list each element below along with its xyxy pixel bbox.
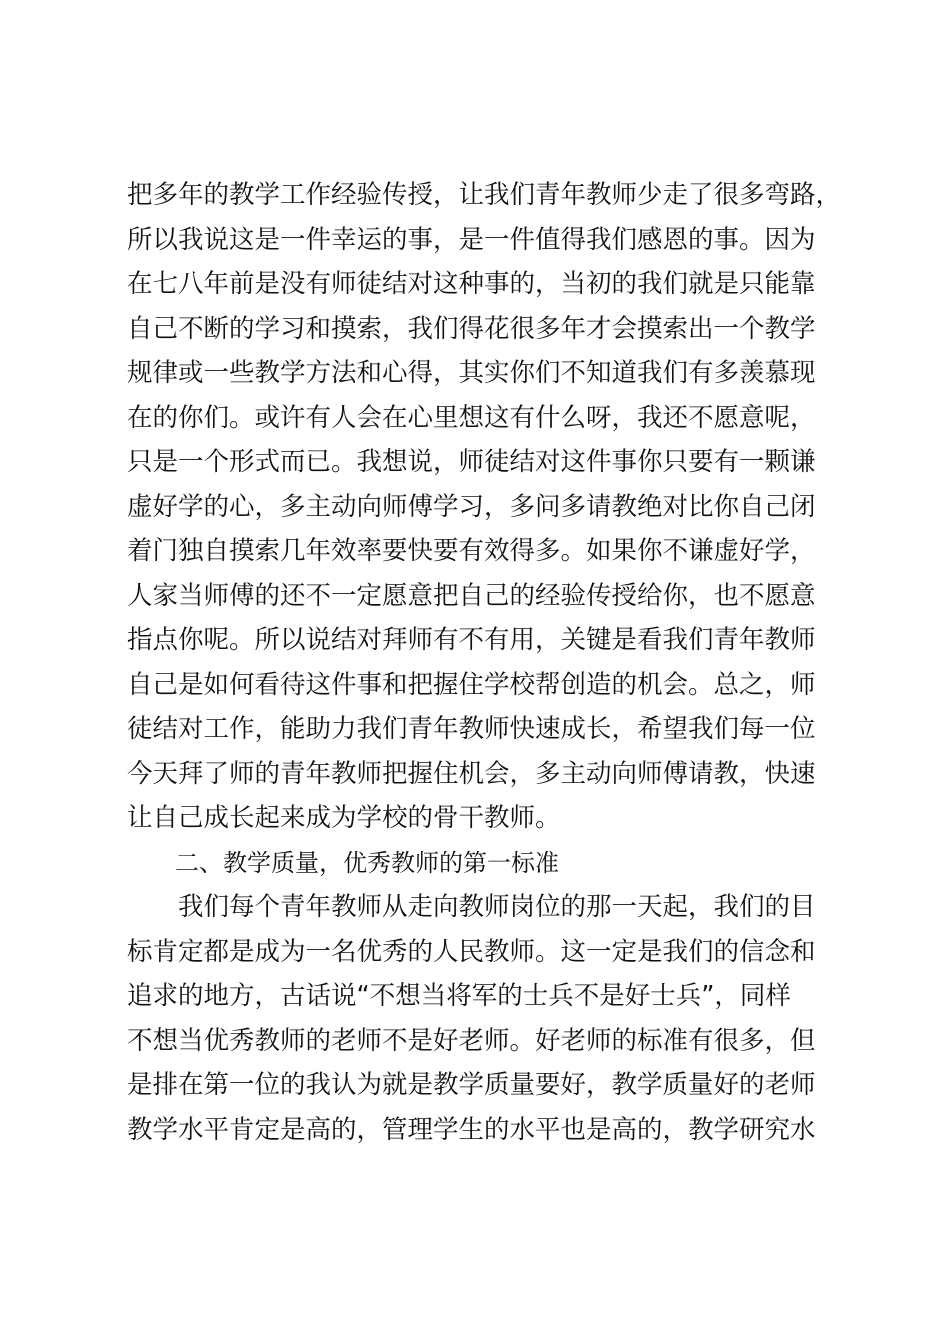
text-line: 着门独自摸索几年效率要快要有效得多。如果你不谦虚好学，	[127, 536, 816, 566]
section-heading: 二、教学质量，优秀教师的第一标准	[127, 848, 559, 877]
text-line: 只是一个形式而已。我想说，师徒结对这件事你只要有一颗谦	[127, 447, 816, 477]
text-line: 徒结对工作，能助力我们青年教师快速成长，希望我们每一位	[127, 714, 816, 744]
text-line: 让自己成长起来成为学校的骨干教师。	[127, 803, 561, 833]
text-line: 自己不断的学习和摸索，我们得花很多年才会摸索出一个教学	[127, 313, 816, 344]
text-line: 规律或一些教学方法和心得，其实你们不知道我们有多羡慕现	[127, 358, 816, 388]
text-line: 在的你们。或许有人会在心里想这有什么呀，我还不愿意呢，	[127, 402, 816, 433]
text-line: 所以我说这是一件幸运的事，是一件值得我们感恩的事。因为	[127, 224, 816, 255]
text-line: 教学水平肯定是高的，管理学生的水平也是高的，教学研究水	[127, 1114, 816, 1145]
text-line: 追求的地方，古话说“不想当将军的士兵不是好士兵”，同样	[127, 981, 791, 1011]
text-line: 把多年的教学工作经验传授，让我们青年教师少走了很多弯路，	[127, 180, 842, 210]
text-line: 我们每个青年教师从走向教师岗位的那一天起，我们的目	[127, 892, 816, 922]
text-line: 是排在第一位的我认为就是教学质量要好，教学质量好的老师	[127, 1070, 816, 1100]
text-line: 今天拜了师的青年教师把握住机会，多主动向师傅请教，快速	[127, 758, 816, 789]
body-text	[127, 173, 847, 1152]
text-line: 指点你呢。所以说结对拜师有不有用，关键是看我们青年教师	[127, 625, 816, 655]
text-line: 虚好学的心，多主动向师傅学习，多问多请教绝对比你自己闭	[127, 491, 816, 522]
text-line: 不想当优秀教师的老师不是好老师。好老师的标准有很多，但	[127, 1025, 816, 1056]
text-line: 人家当师傅的还不一定愿意把自己的经验传授给你，也不愿意	[127, 580, 816, 611]
text-line: 标肯定都是成为一名优秀的人民教师。这一定是我们的信念和	[127, 936, 816, 967]
text-line: 在七八年前是没有师徒结对这种事的，当初的我们就是只能靠	[127, 269, 816, 299]
text-line: 自己是如何看待这件事和把握住学校帮创造的机会。总之，师	[127, 669, 816, 700]
